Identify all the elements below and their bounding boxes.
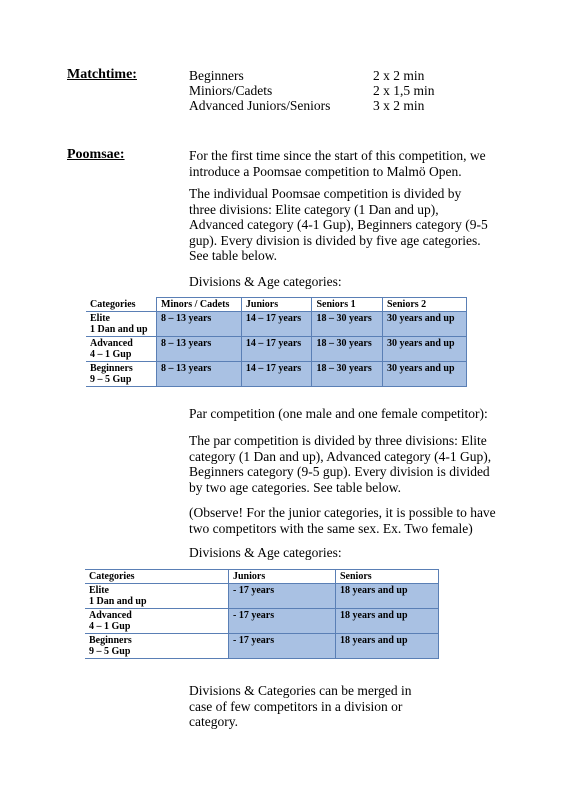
table-cell: - 17 years xyxy=(229,634,336,659)
table-header: Juniors xyxy=(229,570,336,584)
category-grade: 1 Dan and up xyxy=(90,324,148,335)
table-cell-category xyxy=(86,362,157,387)
table-cell: 30 years and up xyxy=(382,337,466,362)
table-cell: 14 – 17 years xyxy=(241,337,312,362)
matchtime-heading: Matchtime: xyxy=(67,67,137,82)
table-cell: 8 – 13 years xyxy=(157,362,242,387)
table-cell: - 17 years xyxy=(229,584,336,609)
category-grade: 4 – 1 Gup xyxy=(89,621,131,632)
par-competition-description: The par competition is divided by three divisions: Elite category (1 Dan and up), Advanced category (4-1 Gup), Beginners category (9-5 gup). Every division is divided by two age categories. See table below. xyxy=(189,433,492,495)
table-cell: 30 years and up xyxy=(382,312,466,337)
category-name: Elite xyxy=(89,585,109,596)
table-row xyxy=(86,362,467,387)
table-header: Minors / Cadets xyxy=(157,298,242,312)
category-grade: 9 – 5 Gup xyxy=(90,374,132,385)
table-cell: 18 years and up xyxy=(336,584,439,609)
table-cell-category xyxy=(86,312,157,337)
table-header: Categories xyxy=(86,298,157,312)
merge-note: Divisions & Categories can be merged in case of few competitors in a division or category. xyxy=(189,683,412,730)
category-grade: 9 – 5 Gup xyxy=(89,646,131,657)
par-divisions-table xyxy=(85,569,439,659)
table-header-row xyxy=(85,570,439,584)
table-row xyxy=(86,337,467,362)
table-cell: 8 – 13 years xyxy=(157,312,242,337)
matchtime-value: 2 x 2 min xyxy=(373,68,425,83)
table-cell-category xyxy=(86,337,157,362)
matchtime-label: Beginners xyxy=(189,68,244,83)
category-name: Beginners xyxy=(89,635,132,646)
table-header: Juniors xyxy=(241,298,312,312)
category-name: Beginners xyxy=(90,363,133,374)
table-cell: 18 – 30 years xyxy=(312,312,383,337)
table-cell: 18 years and up xyxy=(336,634,439,659)
table-header: Categories xyxy=(85,570,229,584)
table-header: Seniors 1 xyxy=(312,298,383,312)
table-row xyxy=(86,312,467,337)
table-cell: 18 years and up xyxy=(336,609,439,634)
table-cell-category xyxy=(85,609,229,634)
matchtime-label: Miniors/Cadets xyxy=(189,83,273,98)
divisions-caption-1: Divisions & Age categories: xyxy=(189,274,342,289)
table-row xyxy=(85,584,439,609)
par-competition-title: Par competition (one male and one female competitor): xyxy=(189,406,488,421)
matchtime-labels xyxy=(189,68,330,113)
matchtime-value: 2 x 1,5 min xyxy=(373,83,435,98)
individual-divisions-table xyxy=(86,297,467,387)
poomsae-intro: For the first time since the start of this competition, we introduce a Poomsae competition to Malmö Open. xyxy=(189,148,486,179)
table-cell: 18 – 30 years xyxy=(312,337,383,362)
par-competition-note: (Observe! For the junior categories, it is possible to have two competitors with the same sex. Ex. Two female) xyxy=(189,505,496,536)
matchtime-value: 3 x 2 min xyxy=(373,98,425,113)
category-name: Elite xyxy=(90,313,110,324)
divisions-caption-2: Divisions & Age categories: xyxy=(189,545,342,560)
category-name: Advanced xyxy=(89,610,132,621)
table-cell: 14 – 17 years xyxy=(241,312,312,337)
table-row xyxy=(85,634,439,659)
table-cell-category xyxy=(85,634,229,659)
table-cell: 8 – 13 years xyxy=(157,337,242,362)
table-cell: - 17 years xyxy=(229,609,336,634)
category-name: Advanced xyxy=(90,338,133,349)
table-row xyxy=(85,609,439,634)
table-cell: 14 – 17 years xyxy=(241,362,312,387)
matchtime-values xyxy=(373,68,435,113)
table-header: Seniors xyxy=(336,570,439,584)
table-cell: 18 – 30 years xyxy=(312,362,383,387)
poomsae-individual-description: The individual Poomsae competition is divided by three divisions: Elite category (1 Dan and up), Advanced category (4-1 Gup), Beginners category (9-5 gup). Every division is divided by five age categories. See table below. xyxy=(189,186,488,264)
table-header-row xyxy=(86,298,467,312)
matchtime-label: Advanced Juniors/Seniors xyxy=(189,98,331,113)
table-cell: 30 years and up xyxy=(382,362,466,387)
poomsae-heading: Poomsae: xyxy=(67,147,125,162)
category-grade: 4 – 1 Gup xyxy=(90,349,132,360)
category-grade: 1 Dan and up xyxy=(89,596,147,607)
table-header: Seniors 2 xyxy=(382,298,466,312)
table-cell-category xyxy=(85,584,229,609)
